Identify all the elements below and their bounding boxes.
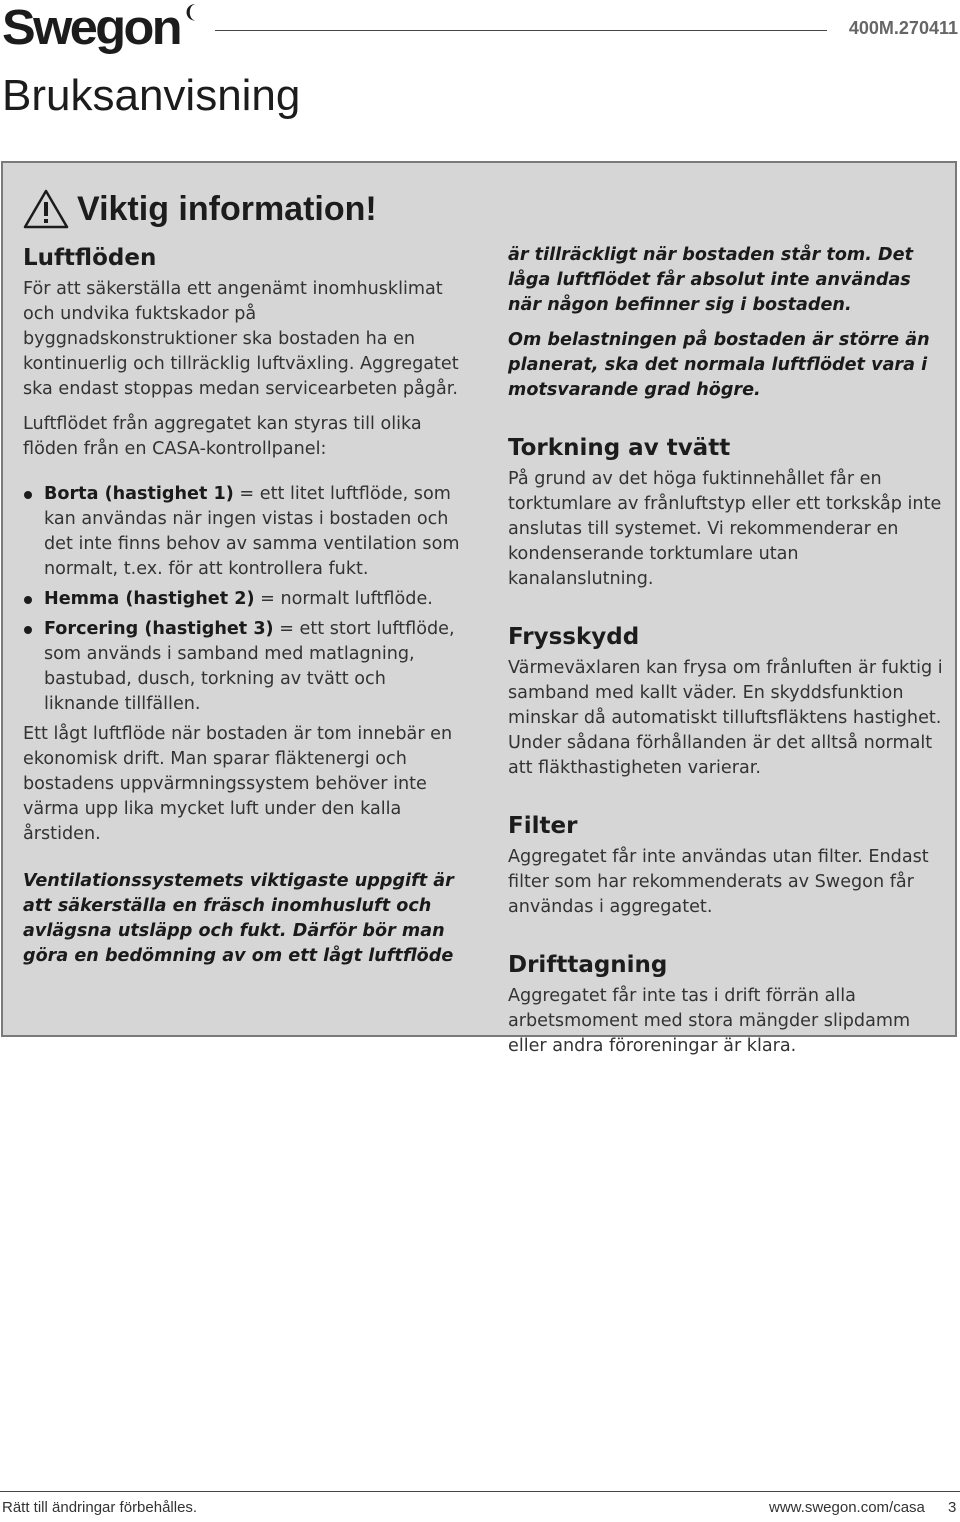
list-item-forcering: Forcering (hastighet 3) = ett stort luftflöde, som används i samband med matlagning, bastubad, dusch, torkning av tvätt och liknande tillfällen. (23, 617, 463, 717)
paragraph: Aggregatet får inte tas i drift förrän alla arbetsmoment med stora mängder slipdamm eller andra föroreningar är klara. (508, 986, 911, 1056)
paragraph: För att säkerställa ett angenämt inomhusklimat och undvika fuktskador på byggnadskonstruktioner ska bostaden ha en kontinuerlig och tillräcklig luftväxling. Aggregatet ska endast stoppas medan servicearbeten pågår. (23, 279, 459, 399)
warning-triangle-icon (23, 189, 69, 229)
page-number: 3 (948, 1499, 957, 1516)
warning-heading (23, 189, 377, 229)
page-title: Bruksanvisning (2, 71, 301, 120)
header-rule (215, 30, 827, 31)
paragraph: Värmeväxlaren kan frysa om frånluften är fuktig i samband med kallt väder. En skyddsfunktion minskar då automatiskt tilluftsfläktens hastighet. Under sådana förhållanden är det alltså normalt att fläkthastigheten varierar. (508, 658, 943, 778)
emphasis-paragraph: Om belastningen på bostaden är större än planerat, ska det normala luftflödet vara i motsvarande grad högre. (508, 330, 930, 400)
section-title-filter: Filter (508, 813, 578, 839)
footer-rule (0, 1491, 960, 1492)
footer-url-link[interactable]: www.swegon.com/casa (769, 1499, 925, 1516)
emphasis-paragraph: är tillräckligt när bostaden står tom. Det låga luftflödet får absolut inte användas när någon befinner sig i bostaden. (508, 245, 913, 315)
logo-leaf-icon: ❨ (183, 2, 199, 23)
swegon-logo: Swegon (2, 1, 181, 55)
list-item-borta: Borta (hastighet 1) = ett litet luftflöde, som kan användas när ingen vistas i bostaden och det inte finns behov av samma ventilation som normalt, t.ex. för att kontrollera fukt. (23, 482, 463, 582)
paragraph: På grund av det höga fuktinnehållet får en torktumlare av frånluftstyp eller ett torkskåp inte anslutas till systemet. Vi rekommenderar en kondenserande torktumlare utan kanalanslutning. (508, 469, 942, 589)
right-column (508, 243, 948, 1059)
document-id: 400M.270411 (848, 18, 958, 38)
warning-title: Viktig information! (77, 190, 377, 228)
paragraph: Luftflödet från aggregatet kan styras till olika flöden från en CASA-kontrollpanel: (23, 414, 422, 459)
list-item-hemma: Hemma (hastighet 2) = normalt luftflöde. (23, 587, 463, 612)
speed-list (23, 482, 463, 717)
section-title-drifttagning: Drifttagning (508, 952, 668, 978)
important-info-box (1, 161, 957, 1056)
section-title-luftfloden: Luftflöden (23, 245, 157, 271)
paragraph: Ett lågt luftflöde när bostaden är tom innebär en ekonomisk drift. Man sparar fläktenergi och bostadens uppvärmningssystem behöver inte värma upp lika mycket luft under den kalla årstiden. (23, 724, 453, 844)
section-title-torkning: Torkning av tvätt (508, 435, 731, 461)
footer-disclaimer: Rätt till ändringar förbehålles. (2, 1499, 198, 1516)
emphasis-paragraph: Ventilationssystemets viktigaste uppgift är att säkerställa en fräsch inomhusluft och avlägsna utsläpp och fukt. Därför bör man göra en bedömning av om ett lågt luftflöde (23, 871, 454, 966)
left-column (23, 243, 463, 969)
paragraph: Aggregatet får inte användas utan filter. Endast filter som har rekommenderats av Swegon får användas i aggregatet. (508, 847, 929, 917)
section-title-frysskydd: Frysskydd (508, 624, 640, 650)
